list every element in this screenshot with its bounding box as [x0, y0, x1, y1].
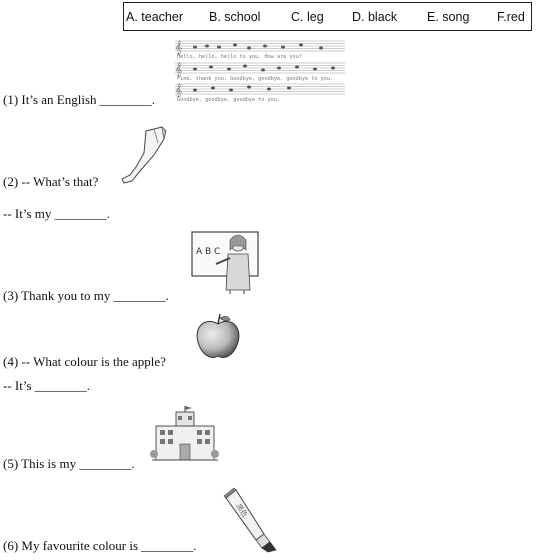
option-e: E. song: [427, 10, 470, 24]
question-5: (5) This is my ________.: [3, 456, 135, 471]
school-building-image: [152, 406, 218, 464]
svg-text:Hello, hello, hello to you. Ho: Hello, hello, hello to you. How are you?: [177, 54, 302, 60]
question-4: (4) -- What colour is the apple?: [3, 354, 166, 369]
apple-image: [194, 312, 242, 360]
question-3: (3) Thank you to my ________.: [3, 288, 169, 303]
question-1: (1) It’s an English ________.: [3, 92, 156, 107]
svg-text:𝄞: 𝄞: [175, 62, 183, 76]
option-a: A. teacher: [126, 10, 183, 24]
option-b: B. school: [209, 10, 261, 24]
option-c: C. leg: [291, 10, 324, 24]
question-2-answer: -- It’s my ________.: [3, 206, 110, 221]
svg-text:𝄞: 𝄞: [175, 83, 183, 97]
music-score-image: [173, 38, 348, 104]
leg-image: [118, 125, 170, 187]
svg-text:Goodbye, goodbye, goodbye to y: Goodbye, goodbye, goodbye to you.: [177, 97, 281, 103]
option-d: D. black: [352, 10, 398, 24]
svg-text:A B C: A B C: [196, 247, 221, 257]
question-4-answer: -- It’s ________.: [3, 378, 91, 393]
svg-text:𝄞: 𝄞: [175, 40, 183, 54]
svg-text:Fine, thank you. Goodbye, good: Fine, thank you. Goodbye, goodbye, goodbye to you.: [177, 76, 334, 82]
svg-text:黑色: 黑色: [234, 502, 249, 519]
question-6: (6) My favourite colour is ________.: [3, 538, 197, 553]
teacher-image: [190, 228, 262, 296]
question-2: (2) -- What’s that?: [3, 174, 99, 189]
option-f: F.red: [497, 10, 525, 24]
black-paint-tube-image: [222, 488, 278, 552]
options-box: [123, 2, 532, 31]
